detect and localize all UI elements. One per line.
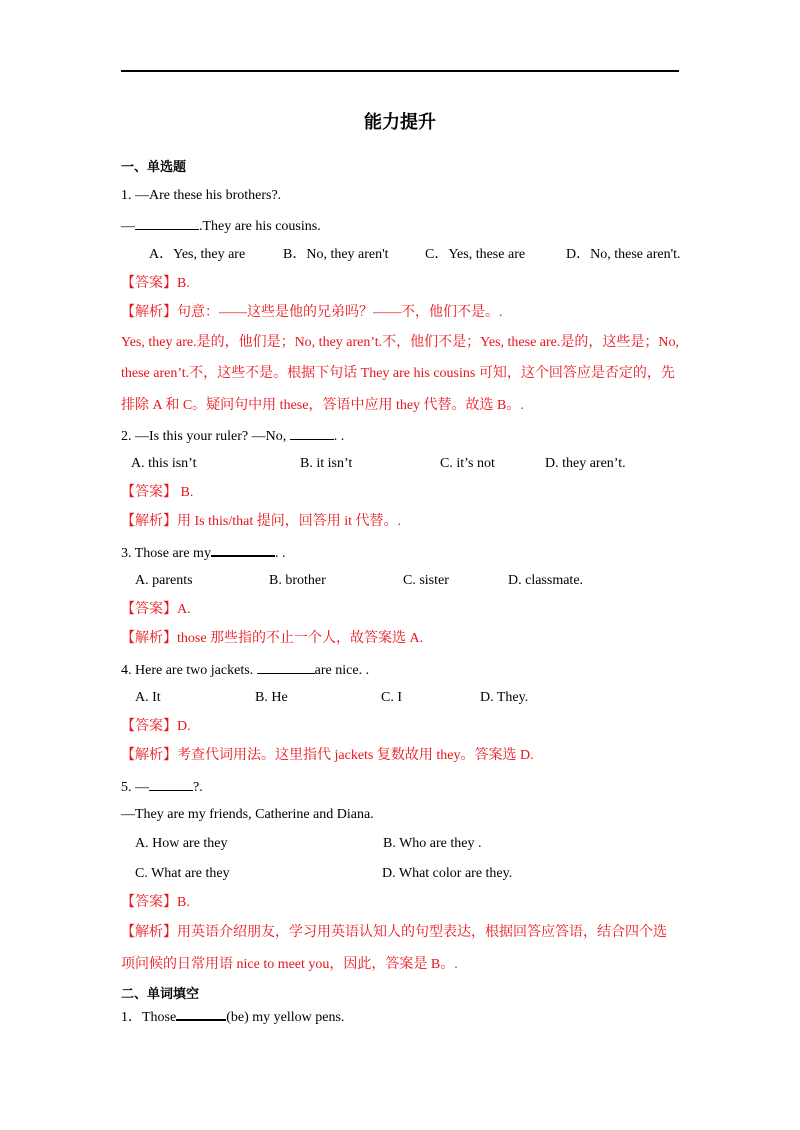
section-heading-word-fill: 二、单词填空 <box>121 987 200 1002</box>
q3-answer: 【答案】A. <box>121 602 191 617</box>
q2-answer: 【答案】 B. <box>121 485 194 500</box>
q5-option-d: D. What color are they. <box>382 866 513 881</box>
q2-option-d: D. they aren’t. <box>545 456 626 471</box>
q1-option-c: C．Yes, these are <box>425 247 526 262</box>
q5-option-c: C. What are they <box>135 866 230 881</box>
q1-analysis-line-4: 排除 A 和 C。疑问句中用 these，答语中应用 they 代替。故选 B。. <box>121 398 524 413</box>
q2-stem-end: . . <box>333 429 345 444</box>
q4-analysis: 【解析】考查代词用法。这里指代 jackets 复数故用 they。答案选 D. <box>121 748 534 763</box>
q5-option-b: B. Who are they . <box>383 836 482 851</box>
q5-answer: 【答案】B. <box>121 895 190 910</box>
q1-option-d: D．No, these aren't. <box>566 247 681 262</box>
q3-stem-text: 3. Those are my <box>121 546 211 561</box>
q5-analysis-line-2: 项问候的日常用语 nice to meet you，因此，答案是 B。. <box>121 957 458 972</box>
q2-option-c: C. it’s not <box>440 456 495 471</box>
q4-stem <box>121 659 681 681</box>
q3-stem-end: . . <box>274 546 286 561</box>
q3-option-a: A. parents <box>135 573 193 588</box>
q4-option-c: C. I <box>381 690 402 705</box>
q1-answer: 【答案】B. <box>121 276 190 291</box>
header-rule <box>121 70 679 72</box>
q3-analysis: 【解析】those 那些指的不止一个人，故答案选 A. <box>121 631 424 646</box>
q2-option-a: A. this isn’t <box>131 456 197 471</box>
fill1-stem <box>121 1005 681 1028</box>
q5-stem-end: ?. <box>193 780 203 795</box>
q3-option-b: B. brother <box>269 573 326 588</box>
q5-stem-text: 5. — <box>121 780 149 795</box>
q5-stem <box>121 776 681 798</box>
page-title: 能力提升 <box>364 112 436 133</box>
fill1-blank <box>176 1005 226 1021</box>
q2-option-b: B. it isn’t <box>300 456 353 471</box>
q1-blank <box>135 215 199 230</box>
q4-option-a: A. It <box>135 690 161 705</box>
fill1-end: (be) my yellow pens. <box>226 1010 345 1025</box>
q3-blank <box>211 541 275 557</box>
q1-analysis-line-3: these aren’t.不，这些不是。根据下句话 They are his cousins 可知，这个回答应是否定的，先 <box>121 366 675 381</box>
q2-stem-text: 2. —Is this your ruler? —No, <box>121 429 290 444</box>
q3-option-c: C. sister <box>403 573 449 588</box>
q4-stem-end: are nice. . <box>314 663 370 678</box>
q1-reply <box>121 215 681 237</box>
q4-answer: 【答案】D. <box>121 719 191 734</box>
q2-blank <box>290 425 334 440</box>
q4-option-d: D. They. <box>480 690 529 705</box>
q1-analysis-line-2: Yes, they are.是的，他们是；No, they aren’t.不，他们不是；Yes, these are.是的，这些是；No, <box>121 335 680 350</box>
q4-stem-text: 4. Here are two jackets. <box>121 663 257 678</box>
q5-option-a: A. How are they <box>135 836 228 851</box>
q1-option-b: B．No, they aren't <box>283 247 389 262</box>
q5-reply: —They are my friends, Catherine and Diana. <box>121 807 374 822</box>
q1-reply-dash: — <box>121 219 135 234</box>
q4-blank <box>257 659 315 674</box>
q5-blank <box>149 776 193 791</box>
q1-analysis-line-1: 【解析】句意：——这些是他的兄弟吗？——不，他们不是。. <box>121 305 503 320</box>
section-heading-single-choice: 一、单选题 <box>121 160 187 175</box>
q1-stem: 1. —Are these his brothers?. <box>121 188 282 203</box>
fill1-text: 1．Those <box>121 1010 177 1025</box>
q4-option-b: B. He <box>255 690 288 705</box>
q3-option-d: D. classmate. <box>508 573 584 588</box>
q1-option-a: A．Yes, they are <box>149 247 246 262</box>
q5-analysis-line-1: 【解析】用英语介绍朋友，学习用英语认知人的句型表达，根据回答应答语，结合四个选 <box>121 925 667 940</box>
q1-reply-text: .They are his cousins. <box>199 219 321 234</box>
q3-stem <box>121 541 681 564</box>
q2-analysis: 【解析】用 Is this/that 提问，回答用 it 代替。. <box>121 514 401 529</box>
q2-stem <box>121 425 681 447</box>
